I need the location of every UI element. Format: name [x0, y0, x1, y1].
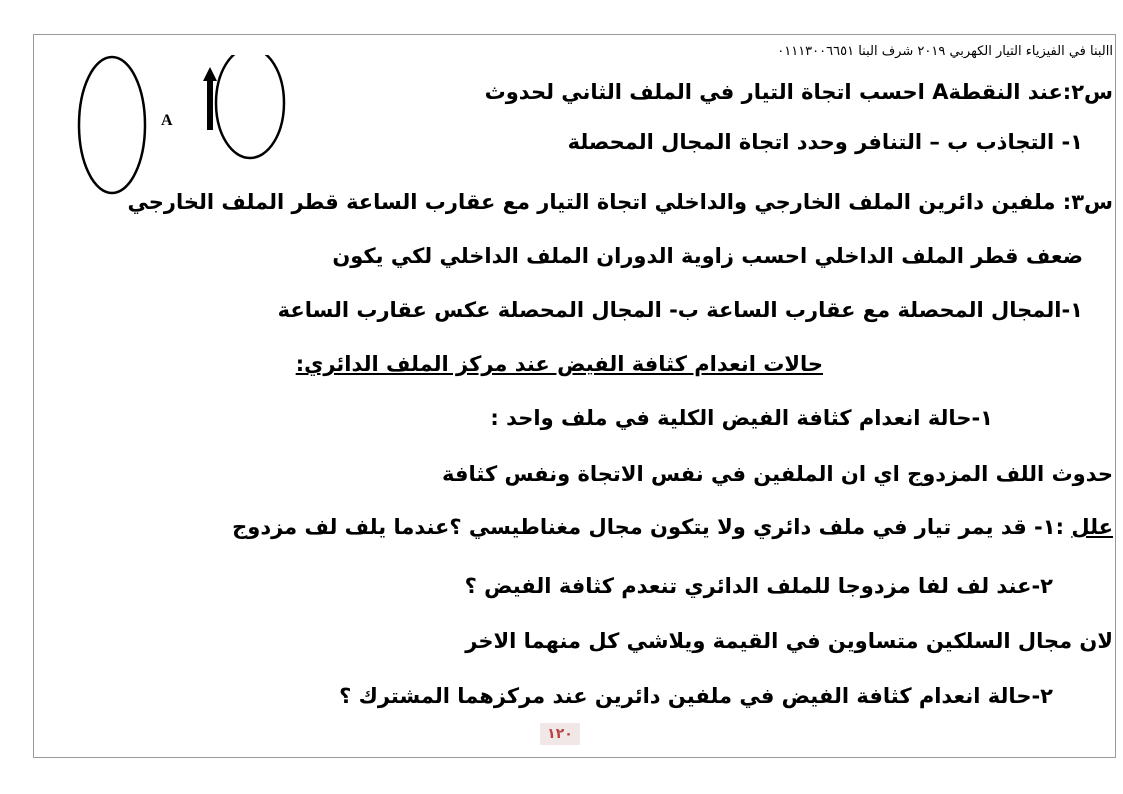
explain-question-1 — [232, 513, 1113, 541]
case-1-answer: حدوث اللف المزدوج اي ان الملفين في نفس الاتجاة ونفس كثافة — [442, 462, 1113, 486]
page-header: االبنا في الفيزياء التيار الكهربي ٢٠١٩ شرف البنا ٠١١١٣٠٠٦٦٥١ — [777, 44, 1113, 59]
two-coils-figure — [75, 55, 295, 205]
page-number: ١٢٠ — [540, 723, 580, 745]
second-coil-ellipse — [216, 55, 284, 158]
case-2: ٢-حالة انعدام كثافة الفيض في ملفين دائرين عند مركزهما المشترك ؟ — [339, 684, 1053, 708]
case-1: ١-حالة انعدام كثافة الفيض الكلية في ملف واحد : — [490, 406, 993, 430]
current-arrow-head — [203, 67, 217, 81]
explain-answer: لان مجال السلكين متساوين في القيمة ويلاشي كل منهما الاخر — [465, 629, 1113, 653]
section-title: حالات انعدام كثافة الفيض عند مركز الملف الدائري: — [295, 352, 823, 376]
explain-question-2: ٢-عند لف لفا مزدوجا للملف الدائري تنعدم كثافة الفيض ؟ — [464, 574, 1053, 598]
question-2: س٢:عند النقطةA احسب اتجاة التيار في الملف الثاني لحدوث — [484, 80, 1113, 104]
question-3-items: ١-المجال المحصلة مع عقارب الساعة ب- المجال المحصلة عكس عقارب الساعة — [277, 298, 1083, 322]
explain-label: علل — [1071, 515, 1113, 539]
point-a-label: A — [161, 112, 173, 129]
question-3-line-2: ضعف قطر الملف الداخلي احسب زاوية الدوران الملف الداخلي لكي يكون — [332, 244, 1083, 268]
first-coil-ellipse — [79, 57, 145, 193]
question-3-line-1: س٣: ملفين دائرين الملف الخارجي والداخلي اتجاة التيار مع عقارب الساعة قطر الملف الخارجي — [127, 190, 1113, 214]
question-2-items: ١- التجاذب ب – التنافر وحدد اتجاة المجال المحصلة — [567, 130, 1083, 154]
explain-question-1-text: :١- قد يمر تيار في ملف دائري ولا يتكون مجال مغناطيسي ؟عندما يلف لف مزدوج — [232, 515, 1072, 539]
